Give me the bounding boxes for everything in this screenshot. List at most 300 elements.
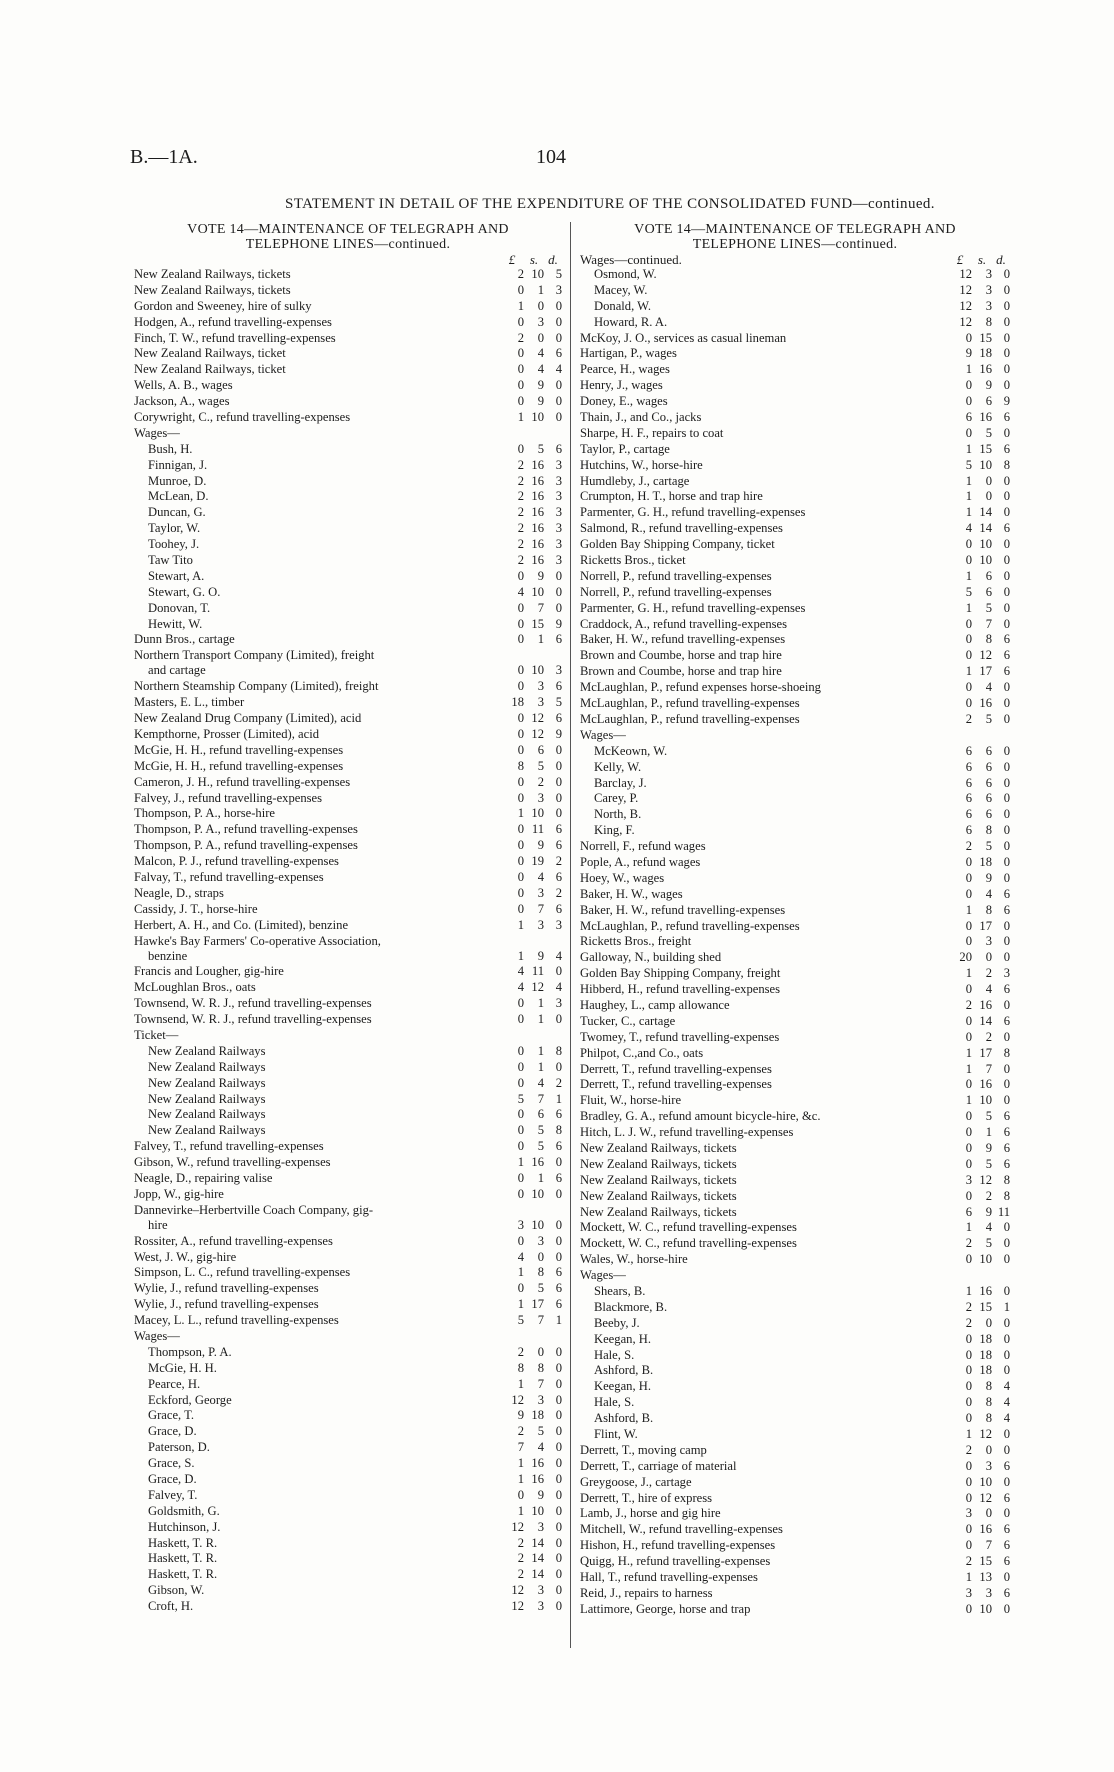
ledger-row [134,838,562,854]
ledger-row [134,315,562,331]
pounds-value: 0 [517,1012,524,1027]
pence-value: 9 [555,616,562,631]
shillings-value: 1 [537,1043,544,1058]
shillings-value: 16 [979,1522,992,1537]
pounds-value: 3 [965,1506,972,1521]
pence-value: 8 [1003,1188,1010,1203]
pence-value: 6 [1003,1013,1010,1028]
entry-description: Golden Bay Shipping Company, freight [580,966,781,981]
entry-description: Hodgen, A., refund travelling-expenses [134,314,332,329]
pounds-value: 0 [965,1252,972,1267]
entry-description: Grace, D. [148,1424,197,1439]
pounds-value: 2 [517,489,524,504]
entry-description: Mockett, W. C., refund travelling-expenses [580,1236,797,1251]
pence-value: 6 [1003,1522,1010,1537]
shillings-value: 5 [985,839,992,854]
pence-value: 0 [555,1376,562,1391]
pounds-value: 1 [517,948,524,963]
ledger-row [580,696,1010,712]
pence-value: 0 [1003,330,1010,345]
pounds-value: 0 [965,982,972,997]
ledger-row [580,712,1010,728]
right-currency-header [580,252,1010,267]
pence-value: 4 [555,362,562,377]
ledger-row [580,1459,1010,1475]
entry-description: Neagle, D., straps [134,885,224,900]
pence-value: 0 [1003,743,1010,758]
pounds-value: 12 [511,1599,524,1614]
shillings-value: 0 [537,1249,544,1264]
ledger-row [580,489,1010,505]
pounds-value: 1 [965,1570,972,1585]
pounds-value: 1 [517,298,524,313]
pence-value: 0 [555,1551,562,1566]
pence-value: 8 [1003,457,1010,472]
ledger-row [134,489,562,505]
entry-description: Hitch, L. J. W., refund travelling-expenses [580,1125,794,1140]
pounds-value: 0 [517,838,524,853]
pounds-value: 1 [965,473,972,488]
pence-value: 6 [555,838,562,853]
pence-value: 0 [1003,505,1010,520]
pounds-value: 1 [965,966,972,981]
ledger-row [580,1427,1010,1443]
pounds-value: 6 [965,807,972,822]
ledger-row [580,1077,1010,1093]
entry-description: McLaughlan, P., refund expenses horse-shoeing [580,680,821,695]
pounds-value: 5 [965,457,972,472]
shillings-value: 14 [531,1535,544,1550]
pounds-value: 2 [517,1551,524,1566]
entry-description: Corywright, C., refund travelling-expenses [134,410,351,425]
shillings-value: 6 [537,1107,544,1122]
pounds-value: 0 [517,1043,524,1058]
ledger-row [134,1472,562,1488]
ledger-row [580,553,1010,569]
pence-value: 0 [555,394,562,409]
entry-description: Croft, H. [148,1599,194,1614]
entry-description: Derrett, T., hire of express [580,1490,713,1505]
pence-value: 3 [555,996,562,1011]
shillings-value: 12 [979,1427,992,1442]
pence-value: 0 [1003,537,1010,552]
pounds-value: 0 [965,1522,972,1537]
ledger-row [134,1599,562,1615]
pounds-value: 5 [517,1313,524,1328]
pence-value: 4 [1003,1411,1010,1426]
ledger-row [134,1203,562,1218]
ledger-row [580,807,1010,823]
shillings-value: 5 [985,600,992,615]
pence-value: 0 [555,964,562,979]
shillings-value: 1 [537,632,544,647]
ledger-row [134,949,562,965]
ledger-row [580,744,1010,760]
pounds-value: 0 [965,330,972,345]
shillings-value: 3 [537,885,544,900]
ledger-row [134,1536,562,1552]
pounds-value: 2 [517,267,524,281]
shillings-value: 10 [531,663,544,678]
pence-value: 6 [1003,648,1010,663]
pounds-value: 20 [959,950,972,965]
shillings-value: 8 [985,1379,992,1394]
pence-value: 0 [555,1059,562,1074]
pence-value: 8 [1003,1045,1010,1060]
entry-description: Macey, W. [594,282,648,297]
shillings-value: 12 [531,980,544,995]
entry-description: McLoughlan Bros., oats [134,980,256,995]
pounds-value: 1 [517,1376,524,1391]
ledger-row [580,632,1010,648]
ledger-row [134,934,562,949]
pence-value: 0 [555,790,562,805]
pence-value: 0 [1003,600,1010,615]
shillings-value: 7 [985,616,992,631]
pence-value: 0 [1003,807,1010,822]
ledger-row [580,1205,1010,1221]
shillings-value: 1 [985,1125,992,1140]
ledger-row [580,1411,1010,1427]
right-title-line1: VOTE 14—MAINTENANCE OF TELEGRAPH AND [634,222,956,237]
shillings-value: 5 [985,1109,992,1124]
right-column-title [580,222,1010,252]
ledger-row [580,728,1010,744]
shillings-value: 16 [979,362,992,377]
pounds-value: 1 [965,1427,972,1442]
ledger-row [134,918,562,934]
pounds-value: 1 [517,1265,524,1280]
entry-description: Donovan, T. [148,600,211,615]
entry-description: McLaughlan, P., refund travelling-expenses [580,696,800,711]
entry-description: and cartage [148,663,206,678]
pence-value: 6 [555,711,562,726]
pence-value: 0 [1003,1570,1010,1585]
shillings-value: 6 [985,807,992,822]
entry-description: Hartigan, P., wages [580,346,677,361]
pounds-value: 4 [517,584,524,599]
ledger-row [580,1602,1010,1618]
wages-continued-label: Wages—continued. [580,252,682,267]
shillings-value: 9 [985,1140,992,1155]
shillings-value: 4 [985,886,992,901]
ledger-row [134,695,562,711]
ledger-row [134,727,562,743]
entry-description: Eckford, George [148,1392,232,1407]
pence-value: 0 [1003,775,1010,790]
ledger-row [134,1456,562,1472]
pounds-value: 4 [517,1249,524,1264]
pounds-value: 0 [965,537,972,552]
entry-description: Neagle, D., repairing valise [134,1170,273,1185]
shillings-value: 9 [537,568,544,583]
pounds-value: 1 [517,1155,524,1170]
ledger-row [580,1475,1010,1491]
ledger-row [580,1046,1010,1062]
pence-value: 0 [555,600,562,615]
ledger-row [134,632,562,648]
pounds-header: £ [956,252,964,267]
pence-value: 3 [555,282,562,297]
pence-value: 0 [1003,362,1010,377]
shillings-value: 18 [979,854,992,869]
entry-description: Falvey, J., refund travelling-expenses [134,790,323,805]
entry-description: Golden Bay Shipping Company, ticket [580,537,775,552]
pence-value: 0 [1003,584,1010,599]
shillings-value: 16 [531,1456,544,1471]
pence-value: 6 [1003,1554,1010,1569]
pence-value: 0 [555,584,562,599]
shillings-value: 17 [531,1297,544,1312]
pounds-value: 2 [965,839,972,854]
entry-description: Hewitt, W. [148,616,203,631]
entry-description: Derrett, T., refund travelling-expenses [580,1077,772,1092]
pounds-value: 2 [517,457,524,472]
ledger-row [580,887,1010,903]
ledger-row [134,362,562,378]
pence-value: 8 [555,1043,562,1058]
pounds-value: 6 [965,791,972,806]
ledger-row [134,743,562,759]
pence-value: 0 [555,774,562,789]
pence-value: 3 [555,505,562,520]
shillings-value: 16 [531,457,544,472]
pence-value: 0 [555,1249,562,1264]
shillings-value: 5 [537,1281,544,1296]
ledger-row [580,1300,1010,1316]
pence-value: 1 [1003,1299,1010,1314]
pounds-value: 0 [965,425,972,440]
ledger-row [580,1189,1010,1205]
pence-value: 0 [1003,568,1010,583]
entry-description: Donald, W. [594,298,652,313]
pence-value: 6 [555,822,562,837]
pence-value: 0 [1003,553,1010,568]
ledger-row [134,1028,562,1044]
column-divider [570,222,571,1648]
shillings-value: 0 [985,1506,992,1521]
pence-value: 6 [555,1265,562,1280]
ledger-row [580,1538,1010,1554]
ledger-row [580,267,1010,283]
ledger-row [134,1060,562,1076]
ledger-row [134,1361,562,1377]
shillings-value: 7 [537,1091,544,1106]
shillings-value: 5 [537,441,544,456]
entry-description: Gibson, W., refund travelling-expenses [134,1155,331,1170]
pence-value: 0 [1003,934,1010,949]
ledger-row [580,283,1010,299]
pounds-value: 0 [517,568,524,583]
entry-description: Munroe, D. [148,473,207,488]
pounds-value: 9 [965,346,972,361]
pence-value: 6 [1003,521,1010,536]
left-column-title [134,222,562,252]
shillings-value: 18 [531,1408,544,1423]
ledger-row [134,378,562,394]
entry-description: Jopp, W., gig-hire [134,1186,224,1201]
shillings-value: 1 [537,1012,544,1027]
entry-description: Pearce, H., wages [580,362,670,377]
pence-value: 0 [1003,489,1010,504]
shillings-value: 16 [531,473,544,488]
pounds-value: 2 [517,505,524,520]
shillings-value: 5 [985,1236,992,1251]
entry-description: Haskett, T. R. [148,1567,218,1582]
pence-value: 0 [1003,854,1010,869]
shillings-value: 6 [985,791,992,806]
entry-description: Haughey, L., camp allowance [580,997,730,1012]
pounds-header: £ [508,252,516,267]
entry-description: Baker, H. W., wages [580,886,683,901]
shillings-value: 0 [537,1344,544,1359]
shillings-value: 16 [979,1284,992,1298]
pounds-value: 6 [965,1204,972,1219]
shillings-value: 19 [531,854,544,869]
entry-description: benzine [148,948,188,963]
ledger-row [134,1092,562,1108]
pounds-value: 0 [965,553,972,568]
ledger-row [580,474,1010,490]
pence-value: 0 [1003,711,1010,726]
entry-description: Hall, T., refund travelling-expenses [580,1570,758,1585]
entry-description: Simpson, L. C., refund travelling-expenses [134,1265,351,1280]
pence-value: 0 [1003,1331,1010,1346]
entry-description: McGie, H. H. [148,1360,217,1375]
entry-description: Osmond, W. [594,267,657,281]
pence-value: 0 [1003,823,1010,838]
entry-description: McLaughlan, P., refund travelling-expenses [580,918,800,933]
shillings-value: 16 [531,537,544,552]
ledger-row [580,410,1010,426]
pounds-value: 5 [965,584,972,599]
pence-value: 0 [555,1503,562,1518]
pence-header: d. [996,252,1006,267]
pence-value: 8 [1003,1172,1010,1187]
shillings-value: 14 [531,1551,544,1566]
ledger-row [134,569,562,585]
shillings-value: 3 [537,1233,544,1248]
ledger-row [580,331,1010,347]
entry-description: Dannevirke–Herbertville Coach Company, gig- [134,1202,374,1217]
ledger-row [580,1491,1010,1507]
entry-description: Hutchins, W., horse-hire [580,457,703,472]
pounds-value: 0 [517,663,524,678]
pounds-value: 0 [965,854,972,869]
pence-value: 0 [555,1408,562,1423]
pence-value: 0 [1003,616,1010,631]
entry-description: Goldsmith, G. [148,1503,220,1518]
ledger-row [134,1377,562,1393]
pence-value: 6 [555,901,562,916]
shillings-value: 3 [537,679,544,694]
pence-value: 6 [1003,902,1010,917]
ledger-row [580,1109,1010,1125]
shillings-value: 4 [537,346,544,361]
pence-value: 6 [1003,982,1010,997]
entry-description: Hale, S. [594,1347,635,1362]
entry-description: New Zealand Railways, ticket [134,362,286,377]
shillings-value: 9 [537,378,544,393]
entry-description: Taylor, W. [148,521,201,536]
ledger-row [580,791,1010,807]
pence-value: 9 [555,726,562,741]
shillings-value: 2 [985,966,992,981]
pounds-value: 0 [517,1075,524,1090]
pounds-value: 0 [517,726,524,741]
entry-description: North, B. [594,807,642,822]
pence-value: 4 [555,948,562,963]
shillings-value: 16 [531,505,544,520]
shillings-value: 3 [537,1599,544,1614]
ledger-row [134,442,562,458]
shillings-value: 15 [979,1299,992,1314]
pounds-value: 0 [965,1331,972,1346]
ledger-row [580,1284,1010,1300]
ledger-row [580,871,1010,887]
ledger-row [134,426,562,442]
pence-value: 6 [1003,1156,1010,1171]
ledger-row [134,1297,562,1313]
pence-value: 0 [555,758,562,773]
pence-value: 0 [555,1456,562,1471]
pounds-value: 5 [517,1091,524,1106]
entry-description: Duncan, G. [148,505,206,520]
ledger-row [134,886,562,902]
shillings-value: 15 [979,441,992,456]
entry-description: Grace, T. [148,1408,195,1423]
ledger-row [580,1268,1010,1284]
pounds-value: 12 [959,267,972,281]
pounds-value: 1 [965,1045,972,1060]
ledger-row [134,1265,562,1281]
entry-description: Toohey, J. [148,537,200,552]
shillings-value: 7 [537,901,544,916]
pounds-value: 0 [965,1013,972,1028]
page-identifier: B.—1A. [130,146,198,168]
entry-description: Wages— [134,1329,180,1343]
entry-description: Parmenter, G. H., refund travelling-expenses [580,505,806,520]
entry-description: New Zealand Railways [148,1123,266,1138]
pounds-value: 2 [965,711,972,726]
entry-description: Ricketts Bros., freight [580,934,692,949]
pounds-value: 0 [517,1170,524,1185]
shillings-value: 8 [985,314,992,329]
entry-description: hire [148,1217,168,1232]
pence-value: 2 [555,854,562,869]
ledger-row [580,1141,1010,1157]
pence-value: 5 [555,267,562,281]
ledger-row [134,679,562,695]
ledger-row [580,934,1010,950]
ledger-row [580,855,1010,871]
ledger-row [134,553,562,569]
shillings-value: 9 [985,1204,992,1219]
pence-value: 0 [1003,314,1010,329]
entry-description: Jackson, A., wages [134,394,230,409]
shillings-value: 6 [537,742,544,757]
entry-description: Humdleby, J., cartage [580,473,690,488]
ledger-row [134,996,562,1012]
shillings-value: 7 [985,1538,992,1553]
shillings-value: 2 [985,1188,992,1203]
pounds-value: 0 [965,1347,972,1362]
ledger-row [134,1408,562,1424]
shillings-value: 2 [537,774,544,789]
ledger-row [580,585,1010,601]
entry-description: New Zealand Railways, tickets [580,1188,737,1203]
pence-value: 3 [555,489,562,504]
